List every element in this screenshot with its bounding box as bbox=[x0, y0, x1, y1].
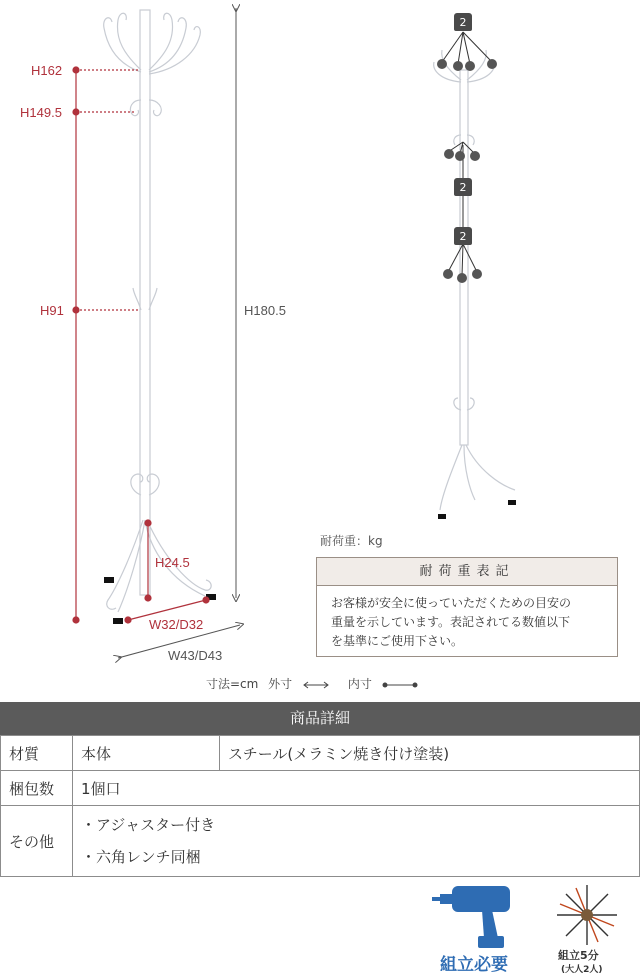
dimension-w43-d43: W43/D43 bbox=[168, 648, 223, 663]
material-part: 本体 bbox=[73, 736, 220, 771]
dimension-h162: H162 bbox=[31, 63, 63, 78]
assembly-required-label: 組立必要 bbox=[440, 955, 508, 975]
load-notice-box bbox=[316, 557, 618, 657]
package-label: 梱包数 bbox=[1, 771, 73, 806]
details-header: 商品詳細 bbox=[0, 702, 640, 735]
load-notice-body bbox=[317, 586, 617, 651]
other-item-wrench: ・六角レンチ同梱 bbox=[81, 848, 201, 866]
package-value: 1個口 bbox=[73, 771, 640, 806]
legend-outer: 外寸 bbox=[268, 677, 293, 691]
table-row bbox=[1, 736, 640, 771]
legend-unit: 寸法=cm bbox=[206, 677, 259, 691]
foot-pad-2 bbox=[113, 618, 123, 624]
material-label: 材質 bbox=[1, 736, 73, 771]
material-value: スチール(メラミン焼き付け塗装) bbox=[220, 736, 640, 771]
assembly-time-label: 組立5分 bbox=[558, 949, 599, 962]
dimension-h180-5: H180.5 bbox=[244, 303, 286, 318]
load-notice-line: お客様が安全に使っていただくための目安の bbox=[331, 596, 572, 610]
dimension-w32-d32: W32/D32 bbox=[149, 617, 204, 632]
outer-arrow-icon bbox=[302, 681, 330, 689]
other-item-adjuster: ・アジャスター付き bbox=[81, 816, 216, 834]
load-notice-line: 重量を示しています。表記されてる数値以下 bbox=[331, 615, 571, 629]
dimension-h149-5: H149.5 bbox=[20, 105, 62, 120]
table-row bbox=[1, 806, 640, 877]
weight-badge-2: 2 bbox=[454, 178, 472, 196]
foot-pad-1 bbox=[104, 577, 114, 583]
table-row bbox=[1, 771, 640, 806]
assembly-time-icon bbox=[552, 880, 622, 950]
legend-inner: 内寸 bbox=[347, 677, 372, 691]
dimension-legend bbox=[206, 675, 432, 692]
other-value bbox=[73, 806, 640, 877]
coat-stand-load-diagram bbox=[434, 50, 515, 510]
assembly-people-label: (大人2人) bbox=[561, 965, 603, 975]
dimension-h91: H91 bbox=[40, 303, 64, 318]
inner-dot-line-icon bbox=[382, 681, 418, 689]
weight-badge-3: 2 bbox=[454, 227, 472, 245]
load-notice-title: 耐荷重表記 bbox=[317, 558, 617, 586]
details-table bbox=[0, 735, 640, 877]
load-capacity-caption: 耐荷重：kg bbox=[320, 534, 383, 548]
load-notice-line: を基準にご使用下さい。 bbox=[331, 634, 464, 648]
other-label: その他 bbox=[1, 806, 73, 877]
weight-badge-1: 2 bbox=[454, 13, 472, 31]
dimension-h24-5: H24.5 bbox=[155, 555, 190, 570]
coat-stand-main bbox=[104, 10, 211, 612]
